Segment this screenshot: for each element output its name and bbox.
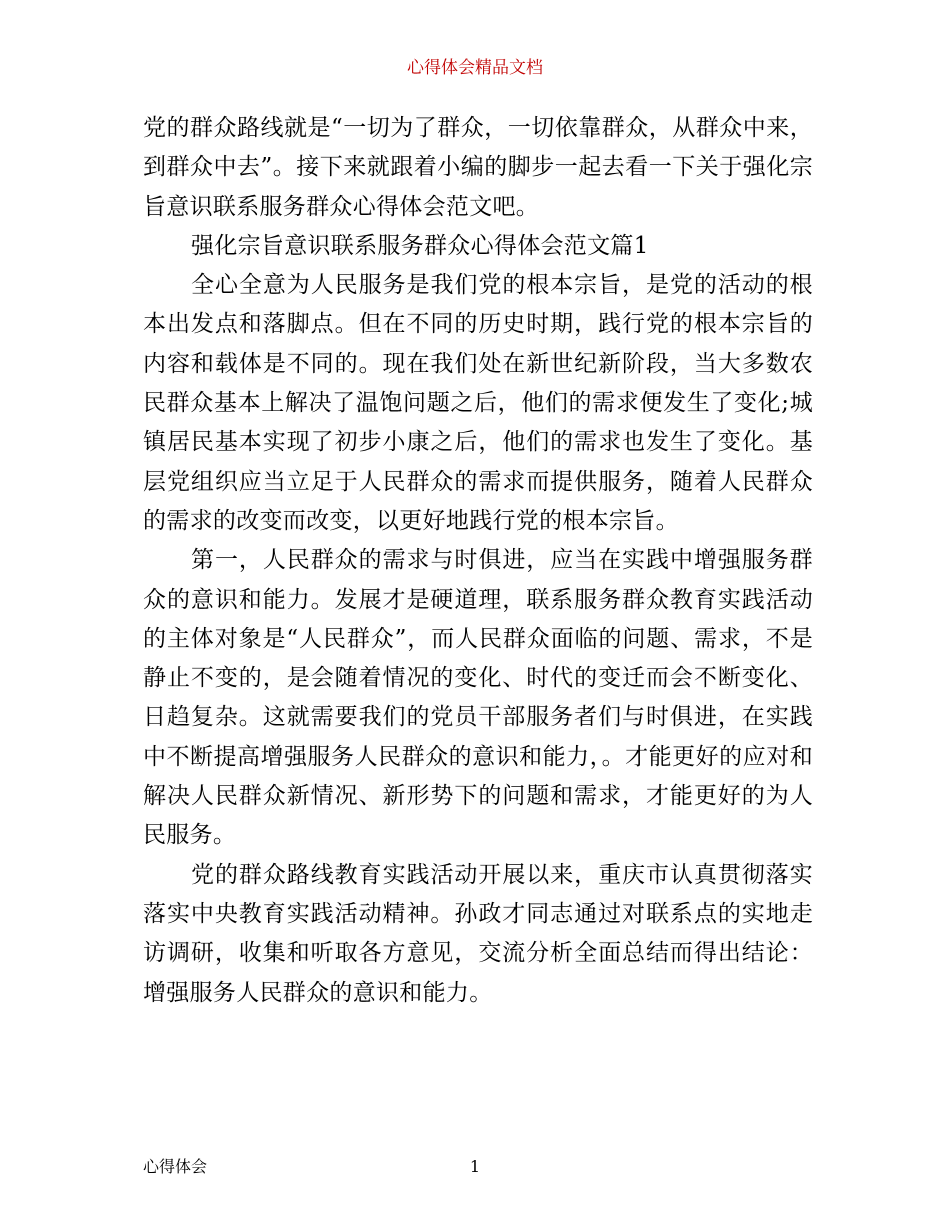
- body-paragraph: 第一，人民群众的需求与时俱进，应当在实践中增强服务群众的意识和能力。发展才是硬道理，联系服务群众教育实践活动的主体对象是“人民群众”，而人民群众面临的问题、需求，不是静止不变的，是会随着情况的变化、时代的变迁而会不断变化、日趋复杂。这就需要我们的党员干部服务者们与时俱进，在实践中不断提高增强服务人民群众的意识和能力，。才能更好的应对和解决人民群众新情况、新形势下的问题和需求，才能更好的为人民服务。: [143, 547, 813, 849]
- intro-paragraph: 党的群众路线就是“一切为了群众，一切依靠群众，从群众中来，到群众中去”。接下来就跟着小编的脚步一起去看一下关于强化宗旨意识联系服务群众心得体会范文吧。: [143, 115, 813, 220]
- body-paragraph: 党的群众路线教育实践活动开展以来，重庆市认真贯彻落实落实中央教育实践活动精神。孙政才同志通过对联系点的实地走访调研，收集和听取各方意见，交流分析全面总结而得出结论：增强服务人民群众的意识和能力。: [143, 861, 813, 1006]
- section-heading: 强化宗旨意识联系服务群众心得体会范文篇1: [191, 232, 649, 259]
- document-body: [143, 109, 813, 1013]
- page-number: 1: [469, 1157, 481, 1176]
- body-paragraph: 全心全意为人民服务是我们党的根本宗旨，是党的活动的根本出发点和落脚点。但在不同的历史时期，践行党的根本宗旨的内容和载体是不同的。现在我们处在新世纪新阶段，当大多数农民群众基本上解决了温饱问题之后，他们的需求便发生了变化;城镇居民基本实现了初步小康之后，他们的需求也发生了变化。基层党组织应当立足于人民群众的需求而提供服务，随着人民群众的需求的改变而改变，以更好地践行党的根本宗旨。: [143, 272, 813, 534]
- footer-label: 心得体会: [143, 1157, 208, 1176]
- page-header-title: 心得体会精品文档: [407, 58, 543, 78]
